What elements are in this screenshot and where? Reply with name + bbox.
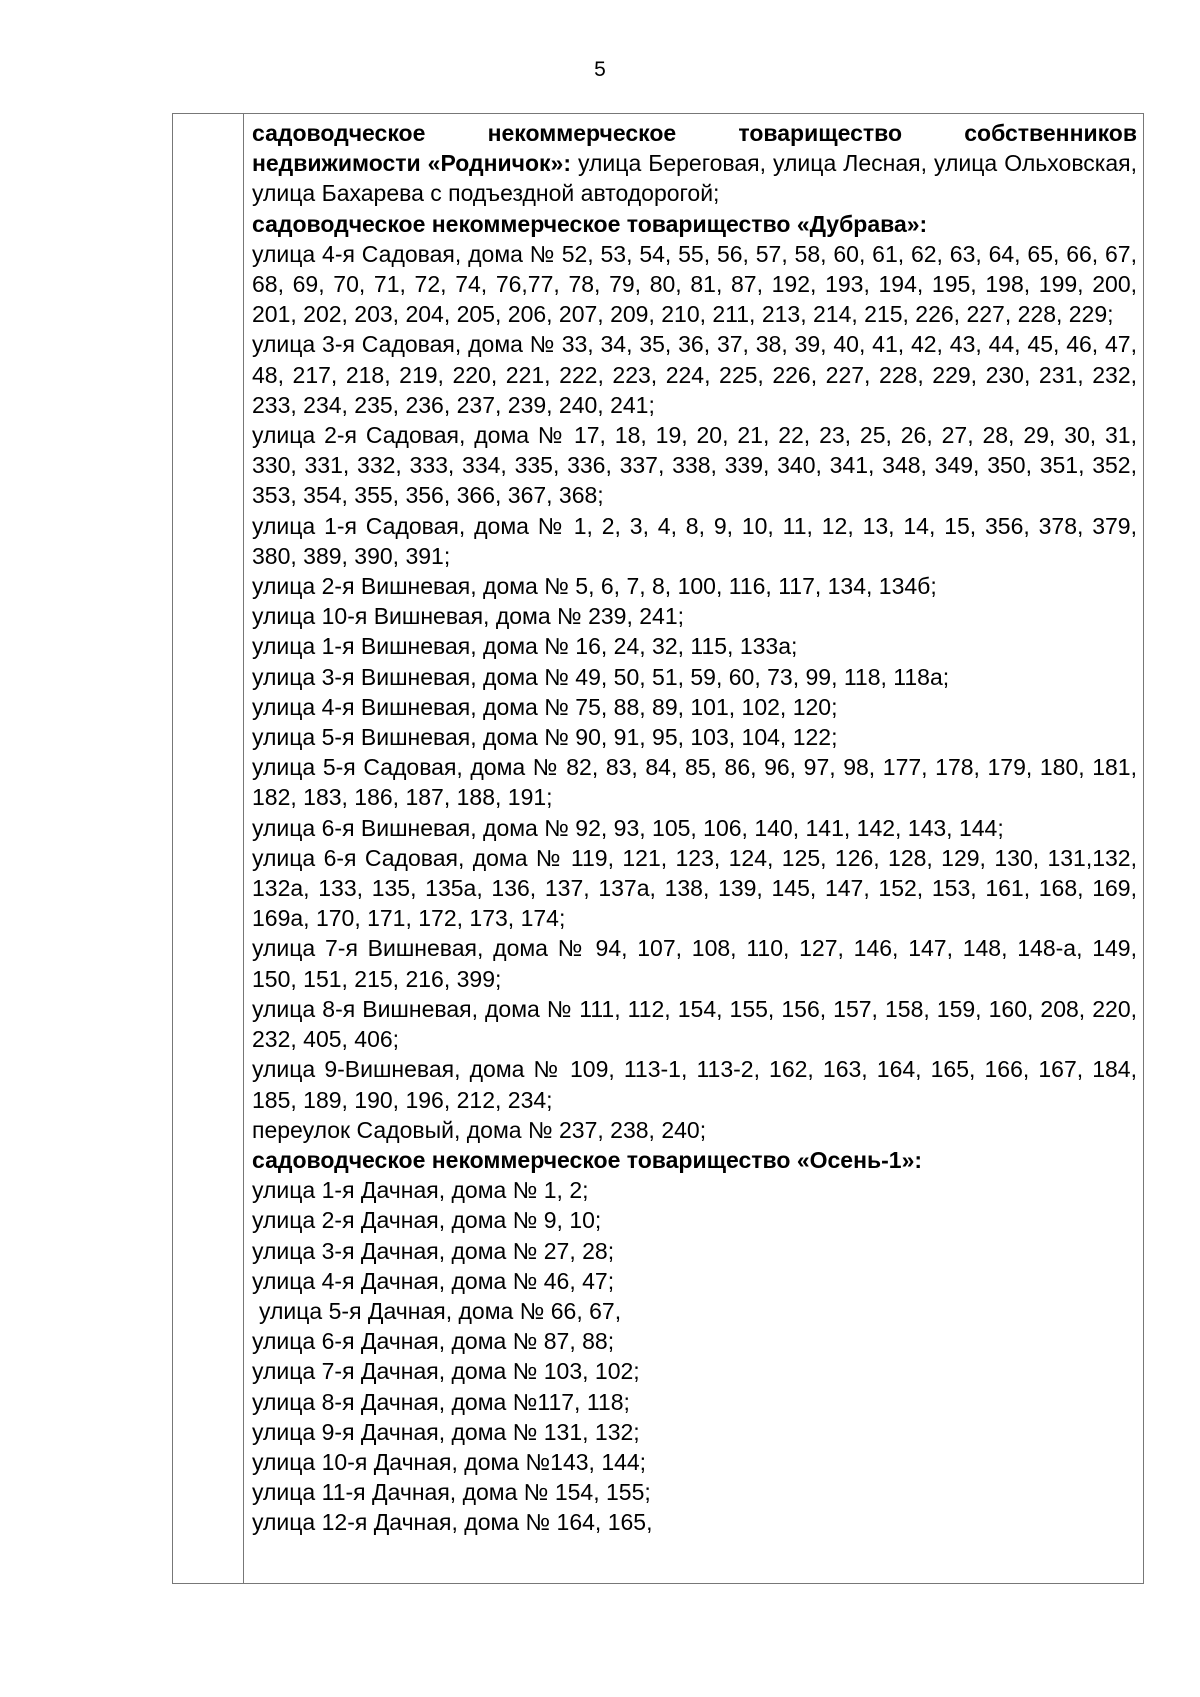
list-item: улица 2-я Садовая, дома № 17, 18, 19, 20, 21, 22, 23, 25, 26, 27, 28, 29, 30, 31, 330, 331, 332, 333, 334, 335, 336, 337, 338, 339, 340, 341, 348, 349, 350, 351, 352, 353, 354, 355, 356, 366, 367, 368; xyxy=(252,422,1137,509)
rodnichok-paragraph xyxy=(252,118,1137,209)
list-item: улица 11-я Дачная, дома № 154, 155; xyxy=(252,1479,651,1506)
list-item: улица 3-я Садовая, дома № 33, 34, 35, 36, 37, 38, 39, 40, 41, 42, 43, 44, 45, 46, 47, 48, 217, 218, 219, 220, 221, 222, 223, 224, 225, 226, 227, 228, 229, 230, 231, 232, 233, 234, 235, 236, 237, 239, 240, 241; xyxy=(252,331,1137,418)
list-item: улица 6-я Садовая, дома № 119, 121, 123, 124, 125, 126, 128, 129, 130, 131,132, 132а, 133, 135, 135а, 136, 137, 137а, 138, 139, 145, 147, 152, 153, 161, 168, 169, 169а, 170, 171, 172, 173, 174; xyxy=(252,844,1137,932)
list-item: улица 8-я Вишневая, дома № 111, 112, 154, 155, 156, 157, 158, 159, 160, 208, 220, 232, 405, 406; xyxy=(252,995,1137,1053)
list-item: улица 2-я Дачная, дома № 9, 10; xyxy=(252,1207,602,1234)
list-item: улица 1-я Садовая, дома № 1, 2, 3, 4, 8, 9, 10, 11, 12, 13, 14, 15, 356, 378, 379, 380, 389, 390, 391; xyxy=(252,512,1137,569)
list-item: улица 1-я Дачная, дома № 1, 2; xyxy=(252,1177,589,1204)
list-item: улица 4-я Дачная, дома № 46, 47; xyxy=(252,1267,615,1294)
list-item: улица 3-я Дачная, дома № 27, 28; xyxy=(252,1237,615,1264)
list-item: улица 1-я Вишневая, дома № 16, 24, 32, 115, 133а; xyxy=(252,633,798,660)
list-item: улица 5-я Вишневая, дома № 90, 91, 95, 103, 104, 122; xyxy=(252,724,838,751)
osen-heading: садоводческое некоммерческое товарищество «Осень-1»: xyxy=(252,1146,923,1173)
dubrava-heading: садоводческое некоммерческое товарищество «Дубрава»: xyxy=(252,210,928,237)
table-row xyxy=(173,114,1144,1584)
list-item: улица 5-я Садовая, дома № 82, 83, 84, 85, 86, 96, 97, 98, 177, 178, 179, 180, 181, 182, 183, 186, 187, 188, 191; xyxy=(252,754,1137,811)
list-item: переулок Садовый, дома № 237, 238, 240; xyxy=(252,1116,707,1143)
list-item: улица 3-я Вишневая, дома № 49, 50, 51, 59, 60, 73, 99, 118, 118а; xyxy=(252,663,950,690)
list-item: улица 9-Вишневая, дома № 109, 113-1, 113-2, 162, 163, 164, 165, 166, 167, 184, 185, 189, 190, 196, 212, 234; xyxy=(252,1056,1137,1113)
rodnichok-heading: садоводческое некоммерческое товарищество собственников недвижимости «Родничок»: xyxy=(252,120,1137,177)
list-item: улица 10-я Дачная, дома №143, 144; xyxy=(252,1448,647,1475)
number-cell xyxy=(173,114,244,1584)
list-item: улица 12-я Дачная, дома № 164, 165, xyxy=(252,1509,653,1536)
rodnichok-streets: улица Береговая, улица Лесная, улица Ольховская, улица Бахарева с подъездной автодорогой; xyxy=(252,150,1137,207)
content xyxy=(252,118,1137,1538)
list-item: улица 4-я Садовая, дома № 52, 53, 54, 55, 56, 57, 58, 60, 61, 62, 63, 64, 65, 66, 67, 68, 69, 70, 71, 72, 74, 76,77, 78, 79, 80, 81, 87, 192, 193, 194, 195, 198, 199, 200, 201, 202, 203, 204, 205, 206, 207, 209, 210, 211, 213, 214, 215, 226, 227, 228, 229; xyxy=(252,240,1137,328)
content-cell xyxy=(244,114,1144,1584)
list-item: улица 2-я Вишневая, дома № 5, 6, 7, 8, 100, 116, 117, 134, 134б; xyxy=(252,573,937,600)
list-item: улица 6-я Дачная, дома № 87, 88; xyxy=(252,1328,615,1355)
list-item: улица 4-я Вишневая, дома № 75, 88, 89, 101, 102, 120; xyxy=(252,693,838,720)
list-item: улица 9-я Дачная, дома № 131, 132; xyxy=(252,1418,640,1445)
list-item: улица 10-я Вишневая, дома № 239, 241; xyxy=(252,603,685,630)
list-item: улица 5-я Дачная, дома № 66, 67, xyxy=(259,1297,622,1324)
list-item: улица 7-я Вишневая, дома № 94, 107, 108, 110, 127, 146, 147, 148, 148-а, 149, 150, 151, 215, 216, 399; xyxy=(252,935,1137,992)
page-number: 5 xyxy=(594,58,606,81)
addresses-table xyxy=(172,113,1144,1584)
list-item: улица 7-я Дачная, дома № 103, 102; xyxy=(252,1358,640,1385)
list-item: улица 6-я Вишневая, дома № 92, 93, 105, 106, 140, 141, 142, 143, 144; xyxy=(252,814,1004,841)
list-item: улица 8-я Дачная, дома №117, 118; xyxy=(252,1388,630,1415)
